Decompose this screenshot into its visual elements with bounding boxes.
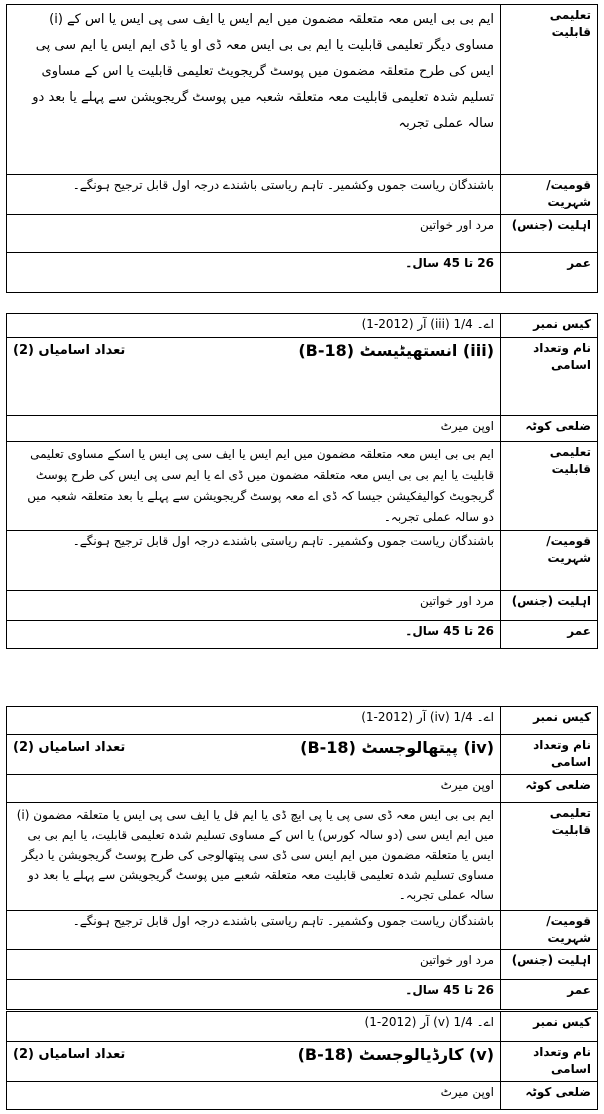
- age-text: 26 تا 45 سال۔: [7, 621, 501, 649]
- requirements-table-continued: [6, 4, 598, 293]
- name-posts-label: نام وتعداد اسامی: [501, 338, 598, 416]
- gender-text: مرد اور خواتین: [7, 950, 501, 980]
- post-cell: [7, 338, 501, 416]
- case-no-label: کیس نمبر: [501, 707, 598, 735]
- nationality-label: قومیت/شہریت: [501, 911, 598, 950]
- nationality-text: باشندگان ریاست جموں وکشمیر۔ تاہم ریاستی باشندے درجہ اول قابل ترجیح ہونگے۔: [7, 531, 501, 591]
- post-table-anesthetist: [6, 313, 598, 649]
- nationality-text: باشندگان ریاست جموں وکشمیر۔ تاہم ریاستی باشندے درجہ اول قابل ترجیح ہونگے۔: [7, 175, 501, 215]
- age-text: 26 تا 45 سال۔: [7, 980, 501, 1010]
- post-cell: [7, 1042, 501, 1082]
- district-quota-text: اوپن میرٹ: [7, 1082, 501, 1110]
- age-label: عمر: [501, 253, 598, 293]
- nationality-label: قومیت/شہریت: [501, 531, 598, 591]
- post-table-cardiologist: [6, 1011, 598, 1110]
- case-no-label: کیس نمبر: [501, 1012, 598, 1042]
- district-quota-label: ضلعی کوٹہ: [501, 1082, 598, 1110]
- age-label: عمر: [501, 621, 598, 649]
- gender-text: مرد اور خواتین: [7, 591, 501, 621]
- qualification-label: تعلیمی قابلیت: [501, 442, 598, 531]
- case-no-text: اے۔ 1/4 (iv) آر (2012-1): [7, 707, 501, 735]
- gender-label: اہلیت (جنس): [501, 215, 598, 253]
- gender-label: اہلیت (جنس): [501, 591, 598, 621]
- post-title: (iv) پیتھالوجسٹ (B-18): [300, 738, 494, 757]
- post-title: (iii) انستھیٹیسٹ (B-18): [298, 341, 494, 360]
- name-posts-label: نام وتعداد اسامی: [501, 735, 598, 775]
- district-quota-label: ضلعی کوٹہ: [501, 416, 598, 442]
- qualification-text: (i) ایم بی بی ایس معہ متعلقہ مضمون میں ایم ایس یا ایف سی پی ایس یا اس کے مساوی دیگر تعلیمی قابلیت یا ایم بی بی ایس معہ ڈی او یا ڈی ایم ایس یا ایم سی پی ایس کی طرح متعلقہ مضمون میں پوسٹ گریجویٹ تعلیمی قابلیت یا اس کے مساوی تسلیم شدہ تعلیمی قابلیت معہ متعلقہ شعبہ میں پوسٹ گریجویشن سے پہلے یا بعد دو سالہ عملی تجربہ: [7, 5, 501, 175]
- age-text: 26 تا 45 سال۔: [7, 253, 501, 293]
- qualification-text: (i) ایم بی بی ایس معہ ڈی سی پی یا پی ایچ ڈی یا ایم فل یا ایف سی پی ایس یا متعلقہ مضمون میں ایم ایس سی (دو سالہ کورس) یا اس کے مساوی تسلیم شدہ تعلیمی قابلیت، یا ایم بی بی ایس یا متعلقہ مضمون میں ایم ایس سی ڈی سی پیتھالوجی کی طرح پوسٹ گریجویشن یا دیگر مساوی تسلیم شدہ تعلیمی قابلیت معہ متعلقہ شعبے میں پوسٹ گریجویشن سے پہلے یا بعد دو سالہ عملی تجربہ۔: [7, 803, 501, 911]
- age-label: عمر: [501, 980, 598, 1010]
- case-no-label: کیس نمبر: [501, 314, 598, 338]
- qualification-label: تعلیمی قابلیت: [501, 5, 598, 175]
- qualification-text: ایم بی بی ایس معہ متعلقہ مضمون میں ایم ایس یا ایف سی پی ایس یا اسکے مساوی تعلیمی قابلیت یا ایم بی بی ایس معہ متعلقہ مضمون میں ڈی اے یا ایم سی پی ایس کی طرح پوسٹ گریجویٹ کوالیفکیشن جیسا کہ ڈی اے معہ پوسٹ گریجویشن سے پہلے یا بعد متعلقہ شعبہ میں دو سالہ عملی تجربہ۔: [7, 442, 501, 531]
- post-count: تعداد اسامیاں (2): [13, 740, 126, 755]
- qualification-label: تعلیمی قابلیت: [501, 803, 598, 911]
- gender-label: اہلیت (جنس): [501, 950, 598, 980]
- district-quota-text: اوپن میرٹ: [7, 775, 501, 803]
- name-posts-label: نام وتعداد اسامی: [501, 1042, 598, 1082]
- district-quota-label: ضلعی کوٹہ: [501, 775, 598, 803]
- post-count: تعداد اسامیاں (2): [13, 343, 126, 358]
- post-count: تعداد اسامیاں (2): [13, 1047, 126, 1062]
- post-title: (v) کارڈیالوجسٹ (B-18): [297, 1045, 494, 1064]
- nationality-text: باشندگان ریاست جموں وکشمیر۔ تاہم ریاستی باشندے درجہ اول قابل ترجیح ہونگے۔: [7, 911, 501, 950]
- post-cell: [7, 735, 501, 775]
- gender-text: مرد اور خواتین: [7, 215, 501, 253]
- post-table-pathologist: [6, 706, 598, 1010]
- nationality-label: قومیت/شہریت: [501, 175, 598, 215]
- case-no-text: اے۔ 1/4 (v) آر (2012-1): [7, 1012, 501, 1042]
- district-quota-text: اوپن میرٹ: [7, 416, 501, 442]
- case-no-text: اے۔ 1/4 (iii) آر (2012-1): [7, 314, 501, 338]
